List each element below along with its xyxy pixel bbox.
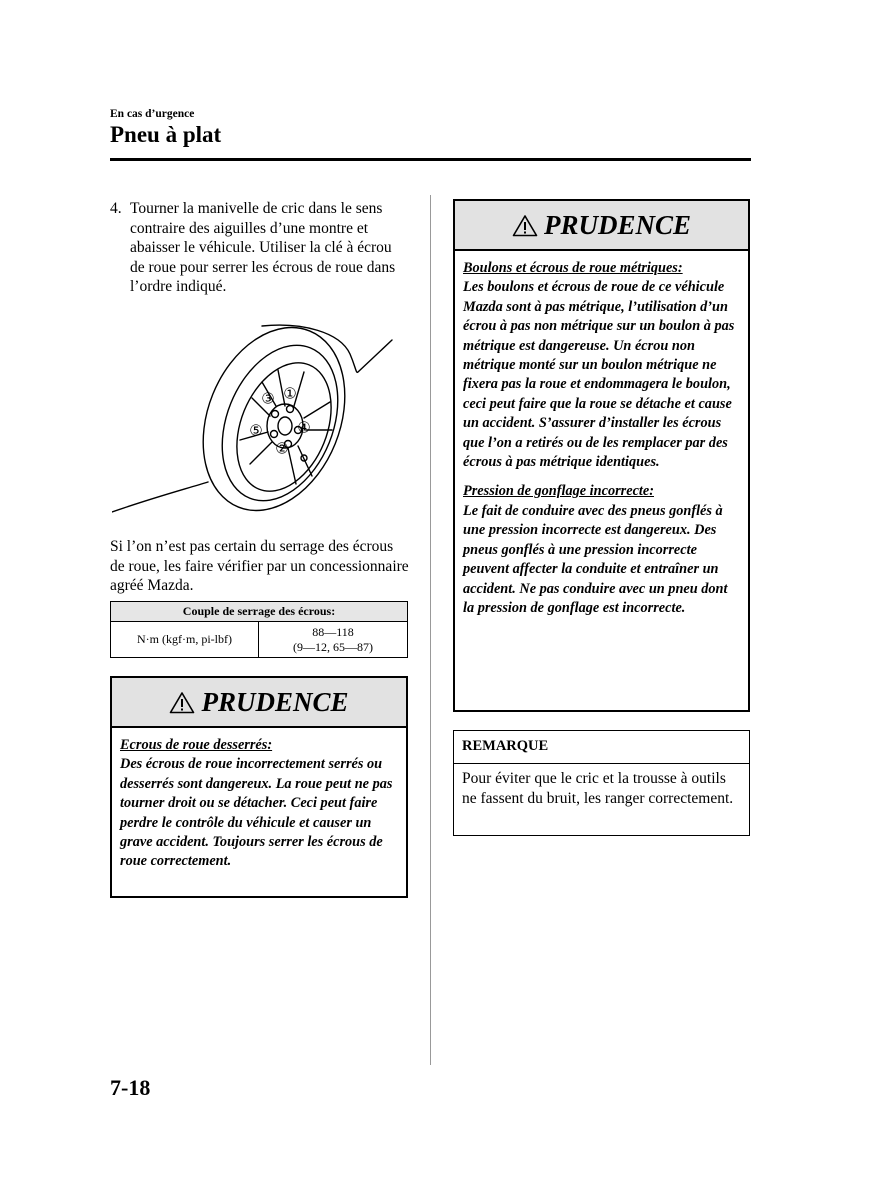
torque-table-header: Couple de serrage des écrous:: [111, 602, 408, 622]
torque-table: [110, 601, 408, 658]
nut-label-3: ③: [261, 389, 275, 408]
page-title: Pneu à plat: [110, 122, 222, 147]
wheel-nut-tightening-figure: [112, 306, 410, 524]
caution-text-pressure: Le fait de conduire avec des pneus gonflés à une pression incorrecte est dangereux. Des pneus gonflés à une pression incorrecte peuvent affecter la conduite et entraîner un accident. Ne pas conduire avec un pneu dont la pression de gonflage est incorrecte.: [463, 502, 728, 616]
column-divider: [430, 195, 431, 1065]
caution-body: [112, 728, 406, 872]
inspection-paragraph: Si l’on n’est pas certain du serrage des écrous de roue, les faire vérifier par un concessionnaire agréé Mazda.: [110, 538, 409, 594]
caution-header: [455, 201, 748, 251]
torque-value-imperial: (9—12, 65—87): [293, 639, 373, 654]
wheel-nut: [272, 411, 279, 418]
wheel-nut: [271, 431, 278, 438]
torque-unit: N·m (kgf·m, pi-lbf): [111, 622, 259, 658]
rim-edge: [219, 349, 349, 505]
torque-value: [259, 622, 408, 658]
nut-label-1: ①: [283, 384, 297, 403]
note-divider: [454, 763, 749, 764]
caution-subtitle-metric: Boulons et écrous de roue métriques:: [463, 260, 683, 276]
warning-triangle-icon: [512, 214, 538, 237]
caution-title: PRUDENCE: [543, 209, 692, 240]
section-label: En cas d’urgence: [110, 108, 195, 120]
step-number: 4.: [110, 200, 122, 217]
note-box: [453, 730, 750, 836]
nut-label-2: ②: [275, 439, 289, 458]
note-title: REMARQUE: [462, 738, 549, 754]
note-text: Pour éviter que le cric et la trousse à outils ne fassent du bruit, les ranger correctement.: [462, 770, 734, 807]
hub-cap: [278, 417, 292, 435]
caution-title: PRUDENCE: [201, 686, 349, 717]
warning-triangle-icon: [169, 691, 195, 714]
nut-label-4: ④: [297, 418, 311, 437]
step-text: Tourner la manivelle de cric dans le sens contraire des aiguilles d’une montre et abaisser le véhicule. Utiliser la clé à écrou de roue pour serrer les écrous de roue dans l’ordre indiqué.: [130, 200, 396, 295]
nut-label-5: ⑤: [249, 421, 263, 440]
page-number: 7-18: [110, 1075, 151, 1100]
wheel-nut: [287, 406, 294, 413]
caution-header: [112, 678, 406, 728]
torque-value-nm: 88—118: [312, 624, 354, 639]
caution-box-metric-nuts: [453, 199, 750, 712]
caution-text-metric: Les boulons et écrous de roue de ce véhicule Mazda sont à pas métrique, l’utilisation d’un écrou à pas non métrique sur un boulon à pas métrique est dangereuse. Un écrou non métrique monté sur un boulon métrique ne fixera pas la roue et endommagera le boulon, ceci peut faire que la roue se détache et cause un accident. S’assurer d’installer les écrous que l’on a retirés ou de les remplacer par des écrous à pas métrique identiques.: [463, 279, 735, 471]
spacer: [463, 472, 740, 482]
caution-box-loose-nuts: [110, 676, 408, 898]
fender-line: [262, 325, 392, 372]
caution-body: [455, 251, 748, 618]
caution-text: Des écrous de roue incorrectement serrés ou desserrés sont dangereux. La roue peut ne pas tourner droit ou se détacher. Ceci peut faire perdre le contrôle du véhicule et causer un grave accident. Toujours serrer les écrous de roue correctement.: [120, 756, 393, 870]
caution-subtitle-pressure: Pression de gonflage incorrecte:: [463, 483, 654, 500]
caution-subtitle: Ecrous de roue desserrés:: [120, 737, 273, 753]
vehicle-body-line: [112, 482, 208, 512]
step-4: [110, 199, 410, 297]
title-divider: [110, 158, 751, 161]
